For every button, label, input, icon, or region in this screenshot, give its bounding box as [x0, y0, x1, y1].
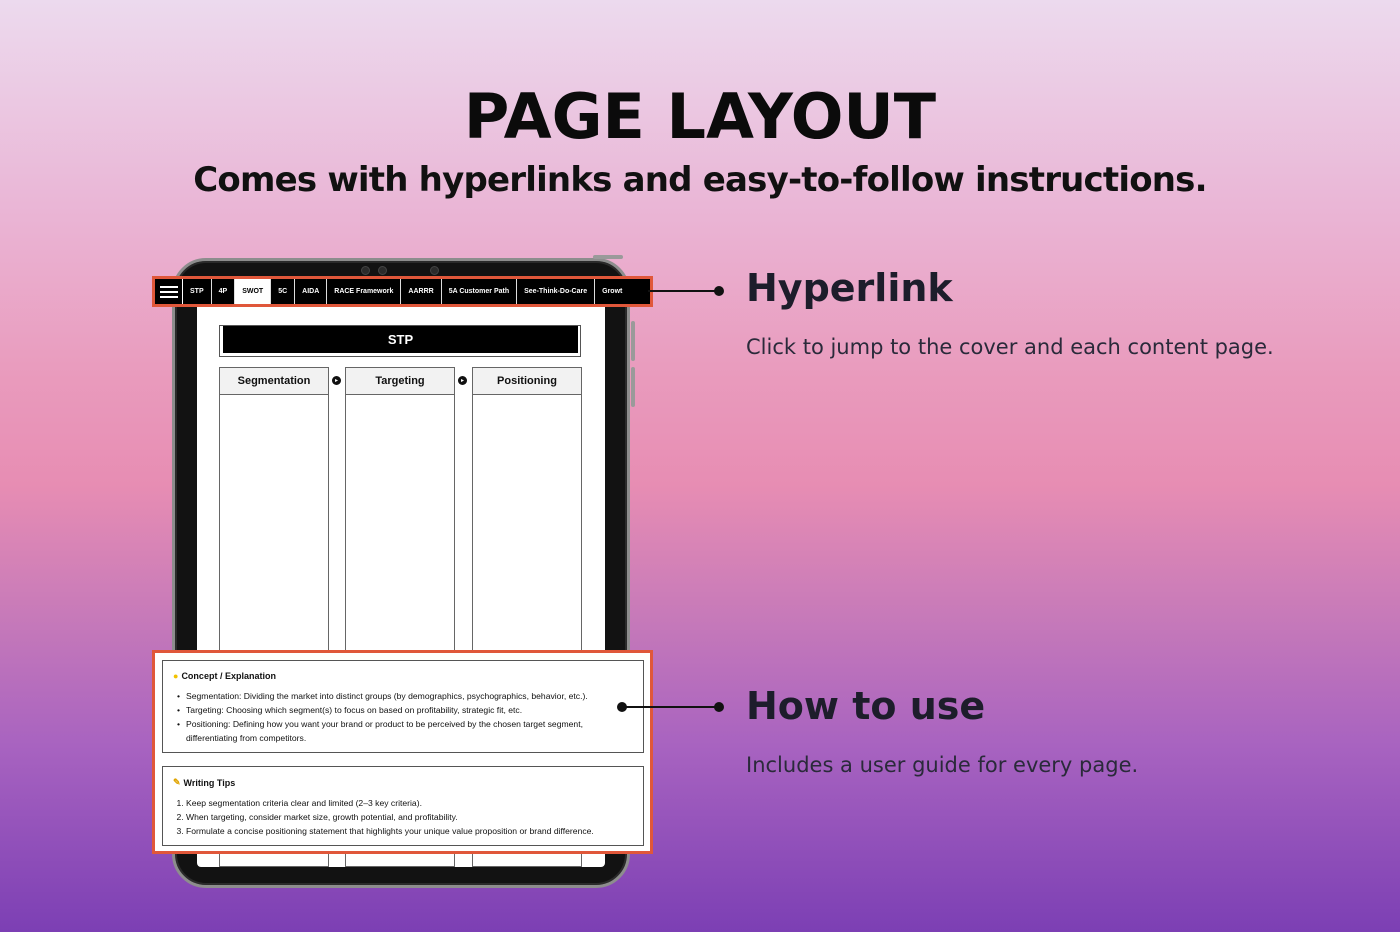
howto-heading: How to use — [746, 684, 986, 728]
writing-hand-icon: ✎ — [173, 777, 181, 787]
howto-description: Includes a user guide for every page. — [746, 753, 1139, 777]
concept-list — [173, 689, 633, 745]
camera-icon — [378, 266, 387, 275]
stp-page-title: STP — [223, 326, 578, 353]
list-item: • Segmentation: Dividing the market into distinct groups (by demographics, psychographics, behavior, etc.). — [173, 689, 633, 703]
hyperlink-heading: Hyperlink — [746, 266, 953, 310]
list-item: 2. When targeting, consider market size, growth potential, and profitability. — [186, 810, 633, 824]
lightbulb-icon: ● — [173, 671, 179, 681]
hyperlink-nav-bar — [152, 276, 653, 307]
tab-aarrr[interactable]: AARRR — [401, 279, 441, 304]
tab-race-framework[interactable]: RACE Framework — [327, 279, 401, 304]
tab-see-think-do-care[interactable]: See-Think-Do-Care — [517, 279, 595, 304]
tips-list — [173, 796, 633, 838]
hamburger-menu-icon[interactable] — [155, 279, 183, 304]
tips-title — [173, 777, 633, 788]
list-item: • Targeting: Choosing which segment(s) to focus on based on profitability, strategic fit, etc. — [173, 703, 633, 717]
tablet-side-button — [631, 321, 635, 361]
list-item: • Positioning: Defining how you want your brand or product to be perceived by the chosen target segment, differentiating from competitors. — [173, 717, 633, 745]
tab-aida[interactable]: AIDA — [295, 279, 327, 304]
hyperlink-connector-line — [648, 290, 720, 292]
tab-4p[interactable]: 4P — [212, 279, 236, 304]
column-header: Segmentation — [220, 368, 328, 395]
howto-connector-line — [622, 706, 720, 708]
tab-stp[interactable]: STP — [183, 279, 212, 304]
camera-icon — [430, 266, 439, 275]
connector-dot — [714, 702, 724, 712]
concept-title-text: Concept / Explanation — [181, 671, 276, 681]
tips-title-text: Writing Tips — [183, 777, 236, 788]
camera-icon — [361, 266, 370, 275]
how-to-use-panel — [152, 650, 653, 854]
writing-tips-panel — [162, 766, 644, 846]
concept-title — [173, 671, 633, 681]
page-subtitle: Comes with hyperlinks and easy-to-follow instructions. — [193, 160, 1207, 200]
tab-swot[interactable]: SWOT — [235, 279, 271, 304]
concept-panel — [162, 660, 644, 753]
list-item: 1. Keep segmentation criteria clear and limited (2–3 key criteria). — [186, 796, 633, 810]
connector-dot — [617, 702, 627, 712]
column-header: Targeting — [346, 368, 454, 395]
arrow-right-icon: ▸ — [458, 376, 467, 385]
tab-5c[interactable]: 5C — [271, 279, 295, 304]
arrow-right-icon: ▸ — [332, 376, 341, 385]
column-header: Positioning — [473, 368, 581, 395]
list-item: 3. Formulate a concise positioning statement that highlights your unique value proposition or brand difference. — [186, 824, 633, 838]
tab-growth[interactable]: Growt — [602, 288, 623, 295]
tablet-top-button — [593, 255, 623, 259]
tab-5a-customer-path[interactable]: 5A Customer Path — [442, 279, 517, 304]
hyperlink-description: Click to jump to the cover and each content page. — [746, 335, 1274, 359]
page-title: PAGE LAYOUT — [463, 80, 937, 153]
tablet-side-button — [631, 367, 635, 407]
connector-dot — [714, 286, 724, 296]
